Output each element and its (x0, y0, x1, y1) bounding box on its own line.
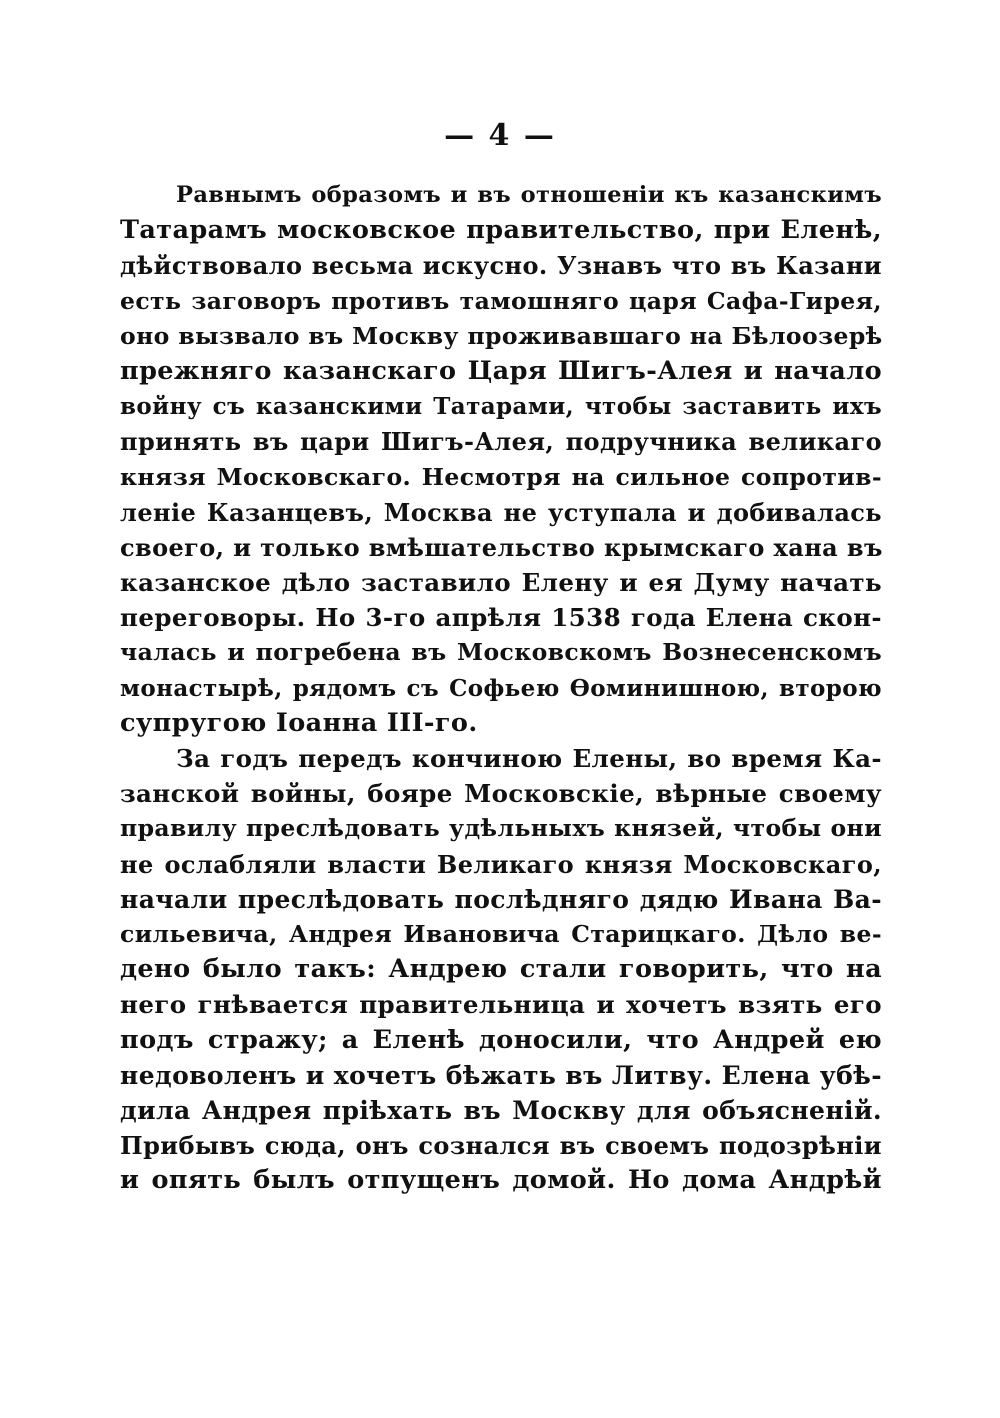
text-line: казанское дѣло заставило Елену и ея Думу начать (120, 568, 882, 598)
text-line: оно вызвало въ Москву проживавшаго на Бѣлоозерѣ (120, 321, 883, 350)
text-line: занской войны, бояре Московскіе, вѣрные своему (120, 779, 882, 809)
page-body (120, 178, 882, 1198)
text-line: него гнѣвается правительница и хочетъ взять его (120, 990, 882, 1020)
text-line: За годъ передъ кончиною Елены, во время Ка- (176, 744, 882, 773)
text-line: дила Андрея пріѣхать въ Москву для объясненій. (120, 1095, 882, 1125)
text-line: недоволенъ и хочетъ бѣжать въ Литву. Елена убѣ- (120, 1060, 882, 1090)
paragraph-1 (120, 178, 882, 741)
text-line: переговоры. Но 3-го апрѣля 1538 года Елена скон- (120, 603, 882, 633)
text-line: дѣйствовало весьма искусно. Узнавъ что въ Казани (120, 251, 882, 281)
text-line: Прибывъ сюда, онъ сознался въ своемъ подозрѣніи (120, 1131, 882, 1161)
text-line: войну съ казанскими Татарами, чтобы заставить ихъ (120, 393, 882, 421)
text-line: есть заговоръ противъ тамошняго царя Сафа-Гирея, (120, 286, 882, 315)
text-line: своего, и только вмѣшательство крымскаго хана въ (120, 532, 883, 562)
text-line: леніе Казанцевъ, Москва не уступала и добивалась (120, 497, 882, 527)
text-line: и опять былъ отпущенъ домой. Но дома Андрѣй (120, 1165, 882, 1196)
text-line: супругою Іоанна III-го. (120, 707, 478, 738)
text-line: сильевича, Андрея Ивановича Старицкаго. Дѣло ве- (120, 919, 882, 948)
text-line: принять въ цари Шигъ-Алея, подручника великаго (120, 427, 882, 457)
page-number: — 4 — (444, 118, 556, 153)
text-line: не ослабляли власти Великаго князя Московскаго, (120, 849, 882, 879)
text-line: дено было такъ: Андрею стали говорить, что на (120, 954, 882, 985)
text-line: чалась и погребена въ Московскомъ Вознесенскомъ (120, 638, 882, 667)
text-line: подъ стражу; а Еленѣ доносили, что Андрей ею (120, 1024, 882, 1055)
text-line: Татарамъ московское правительство, при Еленѣ, (120, 215, 882, 246)
paragraph-2 (120, 741, 882, 1198)
text-line: начали преслѣдовать послѣдняго дядю Ивана Ва- (120, 884, 882, 914)
text-line: князя Московскаго. Несмотря на сильное сопротив- (120, 462, 882, 491)
text-line: монастырѣ, рядомъ съ Софьею Ѳоминишною, второю (120, 674, 882, 702)
text-line: Равнымъ образомъ и въ отношеніи къ казанскимъ (176, 182, 882, 208)
text-line: прежняго казанскаго Царя Шигъ-Алея и начало (120, 355, 882, 386)
text-line: правилу преслѣдовать удѣльныхъ князей, чтобы они (120, 814, 882, 843)
